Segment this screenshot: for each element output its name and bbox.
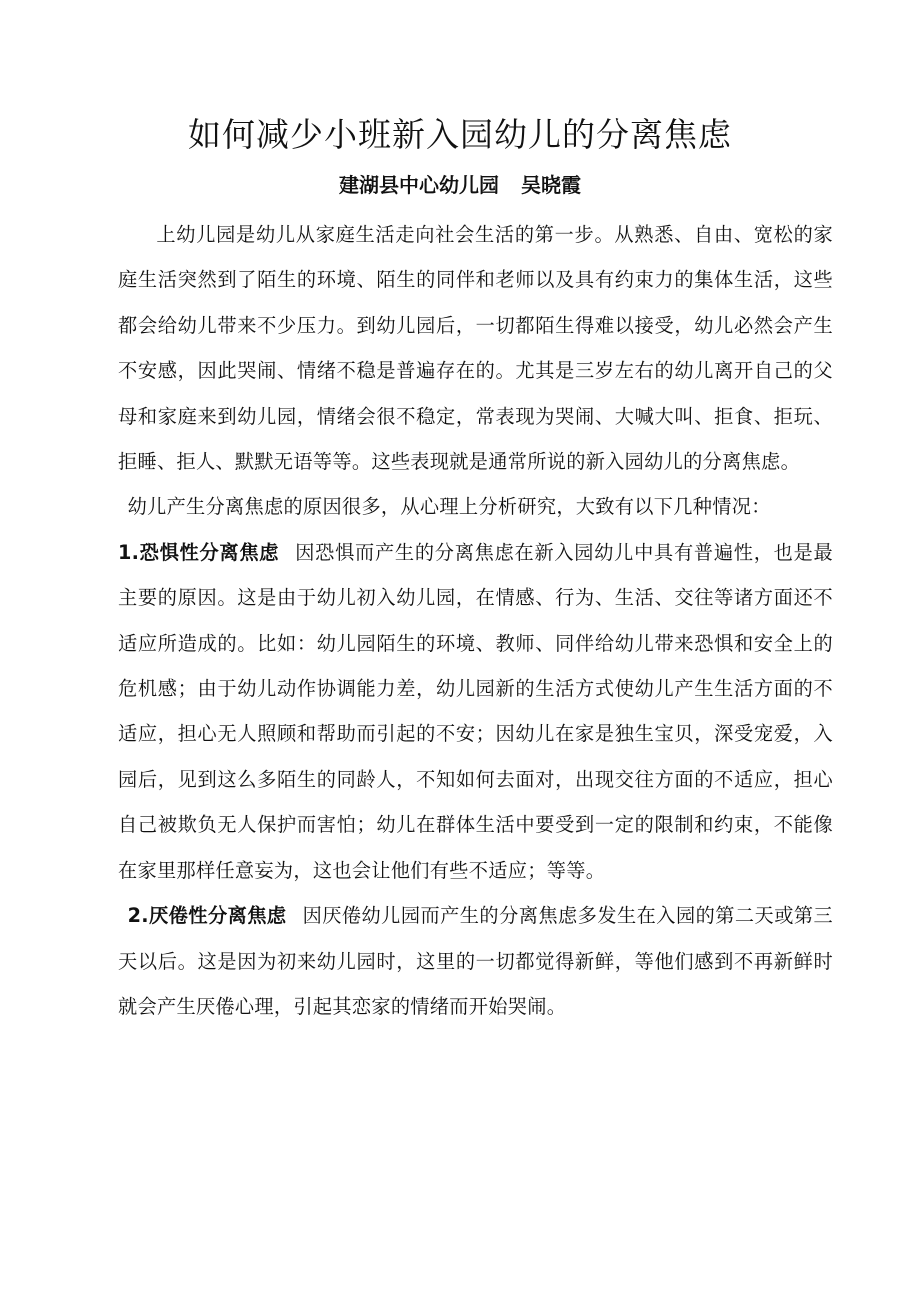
- item1-heading: 1.恐惧性分离焦虑: [118, 540, 280, 564]
- byline: [0, 168, 920, 202]
- item1-text: 因恐惧而产生的分离焦虑在新入园幼儿中具有普遍性，也是最主要的原因。这是由于幼儿初入幼儿园，在情感、行为、生活、交往等诸方面还不适应所造成的。比如：幼儿园陌生的环境、教师、同伴给幼儿带来恐惧和安全上的危机感；由于幼儿动作协调能力差，幼儿园新的生活方式使幼儿产生生活方面的不适应，担心无人照顾和帮助而引起的不安；因幼儿在家是独生宝贝，深受宠爱，入园后，见到这么多陌生的同龄人，不知如何去面对，出现交往方面的不适应，担心自己被欺负无人保护而害怕；幼儿在群体生活中要受到一定的限制和约束，不能像在家里那样任意妄为，这也会让他们有些不适应；等等。: [118, 540, 833, 882]
- author-name: 吴晓霞: [521, 173, 581, 197]
- document-body: [118, 212, 833, 1029]
- item2-paragraph: [118, 893, 833, 1029]
- organization-name: 建湖县中心幼儿园: [339, 173, 499, 197]
- intro-paragraph: 上幼儿园是幼儿从家庭生活走向社会生活的第一步。从熟悉、自由、宽松的家庭生活突然到了陌生的环境、陌生的同伴和老师以及具有约束力的集体生活，这些都会给幼儿带来不少压力。到幼儿园后，一切都陌生得难以接受，幼儿必然会产生不安感，因此哭闹、情绪不稳是普遍存在的。尤其是三岁左右的幼儿离开自己的父母和家庭来到幼儿园，情绪会很不稳定，常表现为哭闹、大喊大叫、拒食、拒玩、拒睡、拒人、默默无语等等。这些表现就是通常所说的新入园幼儿的分离焦虑。: [118, 223, 833, 474]
- document-title: 如何减少小班新入园幼儿的分离焦虑: [188, 115, 732, 154]
- summary-paragraph: 幼儿产生分离焦虑的原因很多，从心理上分析研究，大致有以下几种情况：: [127, 495, 771, 519]
- item1-paragraph: [118, 530, 833, 893]
- item2-text: 因厌倦幼儿园而产生的分离焦虑多发生在入园的第二天或第三天以后。这是因为初来幼儿园时，这里的一切都觉得新鲜，等他们感到不再新鲜时就会产生厌倦心理，引起其恋家的情绪而开始哭闹。: [118, 904, 833, 1018]
- item2-heading: 2.厌倦性分离焦虑: [127, 904, 287, 928]
